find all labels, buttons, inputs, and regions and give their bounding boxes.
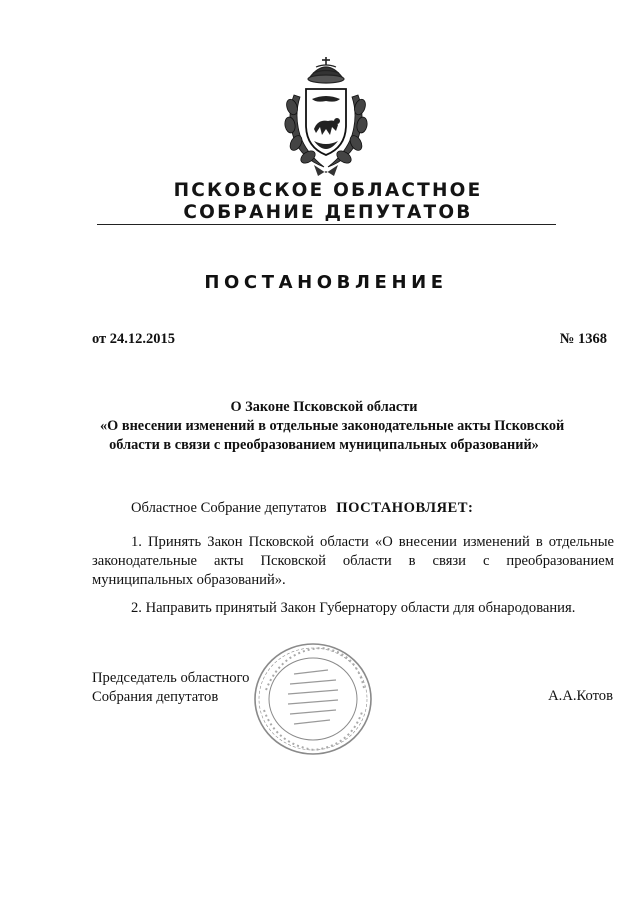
preamble-text: Областное Собрание депутатов — [131, 500, 327, 516]
header-divider — [97, 224, 556, 225]
subject-line: «О внесении изменений в отдельные законодательные акты Псковской — [100, 418, 565, 434]
preamble — [131, 500, 473, 517]
subject-line: области в связи с преобразованием муниципальных образований» — [109, 437, 539, 453]
document-subject — [100, 398, 565, 455]
document-type: ПОСТАНОВЛЕНИЕ — [204, 272, 448, 293]
document-date: от 24.12.2015 — [92, 331, 176, 347]
signatory-title — [92, 669, 249, 707]
preamble-resolves: ПОСТАНОВЛЯЕТ: — [336, 500, 474, 516]
item1-line: муниципальных образований». — [92, 572, 286, 588]
item1-line: законодательные акты Псковской области в связи с преобразованием — [92, 553, 614, 569]
organization-name-line2: СОБРАНИЕ ДЕПУТАТОВ — [183, 202, 473, 223]
coat-of-arms-icon — [280, 55, 372, 177]
signatory-name: А.А.Котов — [548, 688, 613, 704]
signatory-title-line1: Председатель областного — [92, 670, 250, 686]
organization-name-line1: ПСКОВСКОЕ ОБЛАСТНОЕ — [173, 180, 483, 201]
resolution-item-1 — [92, 533, 614, 590]
document-number: № 1368 — [559, 331, 607, 347]
subject-line: О Законе Псковской области — [230, 399, 418, 415]
signatory-title-line2: Собрания депутатов — [92, 689, 219, 705]
official-stamp-icon — [252, 640, 374, 758]
resolution-item-2: 2. Направить принятый Закон Губернатору области для обнародования. — [131, 600, 576, 616]
item1-line: 1. Принять Закон Псковской области «О внесении изменений в отдельные — [131, 534, 614, 550]
